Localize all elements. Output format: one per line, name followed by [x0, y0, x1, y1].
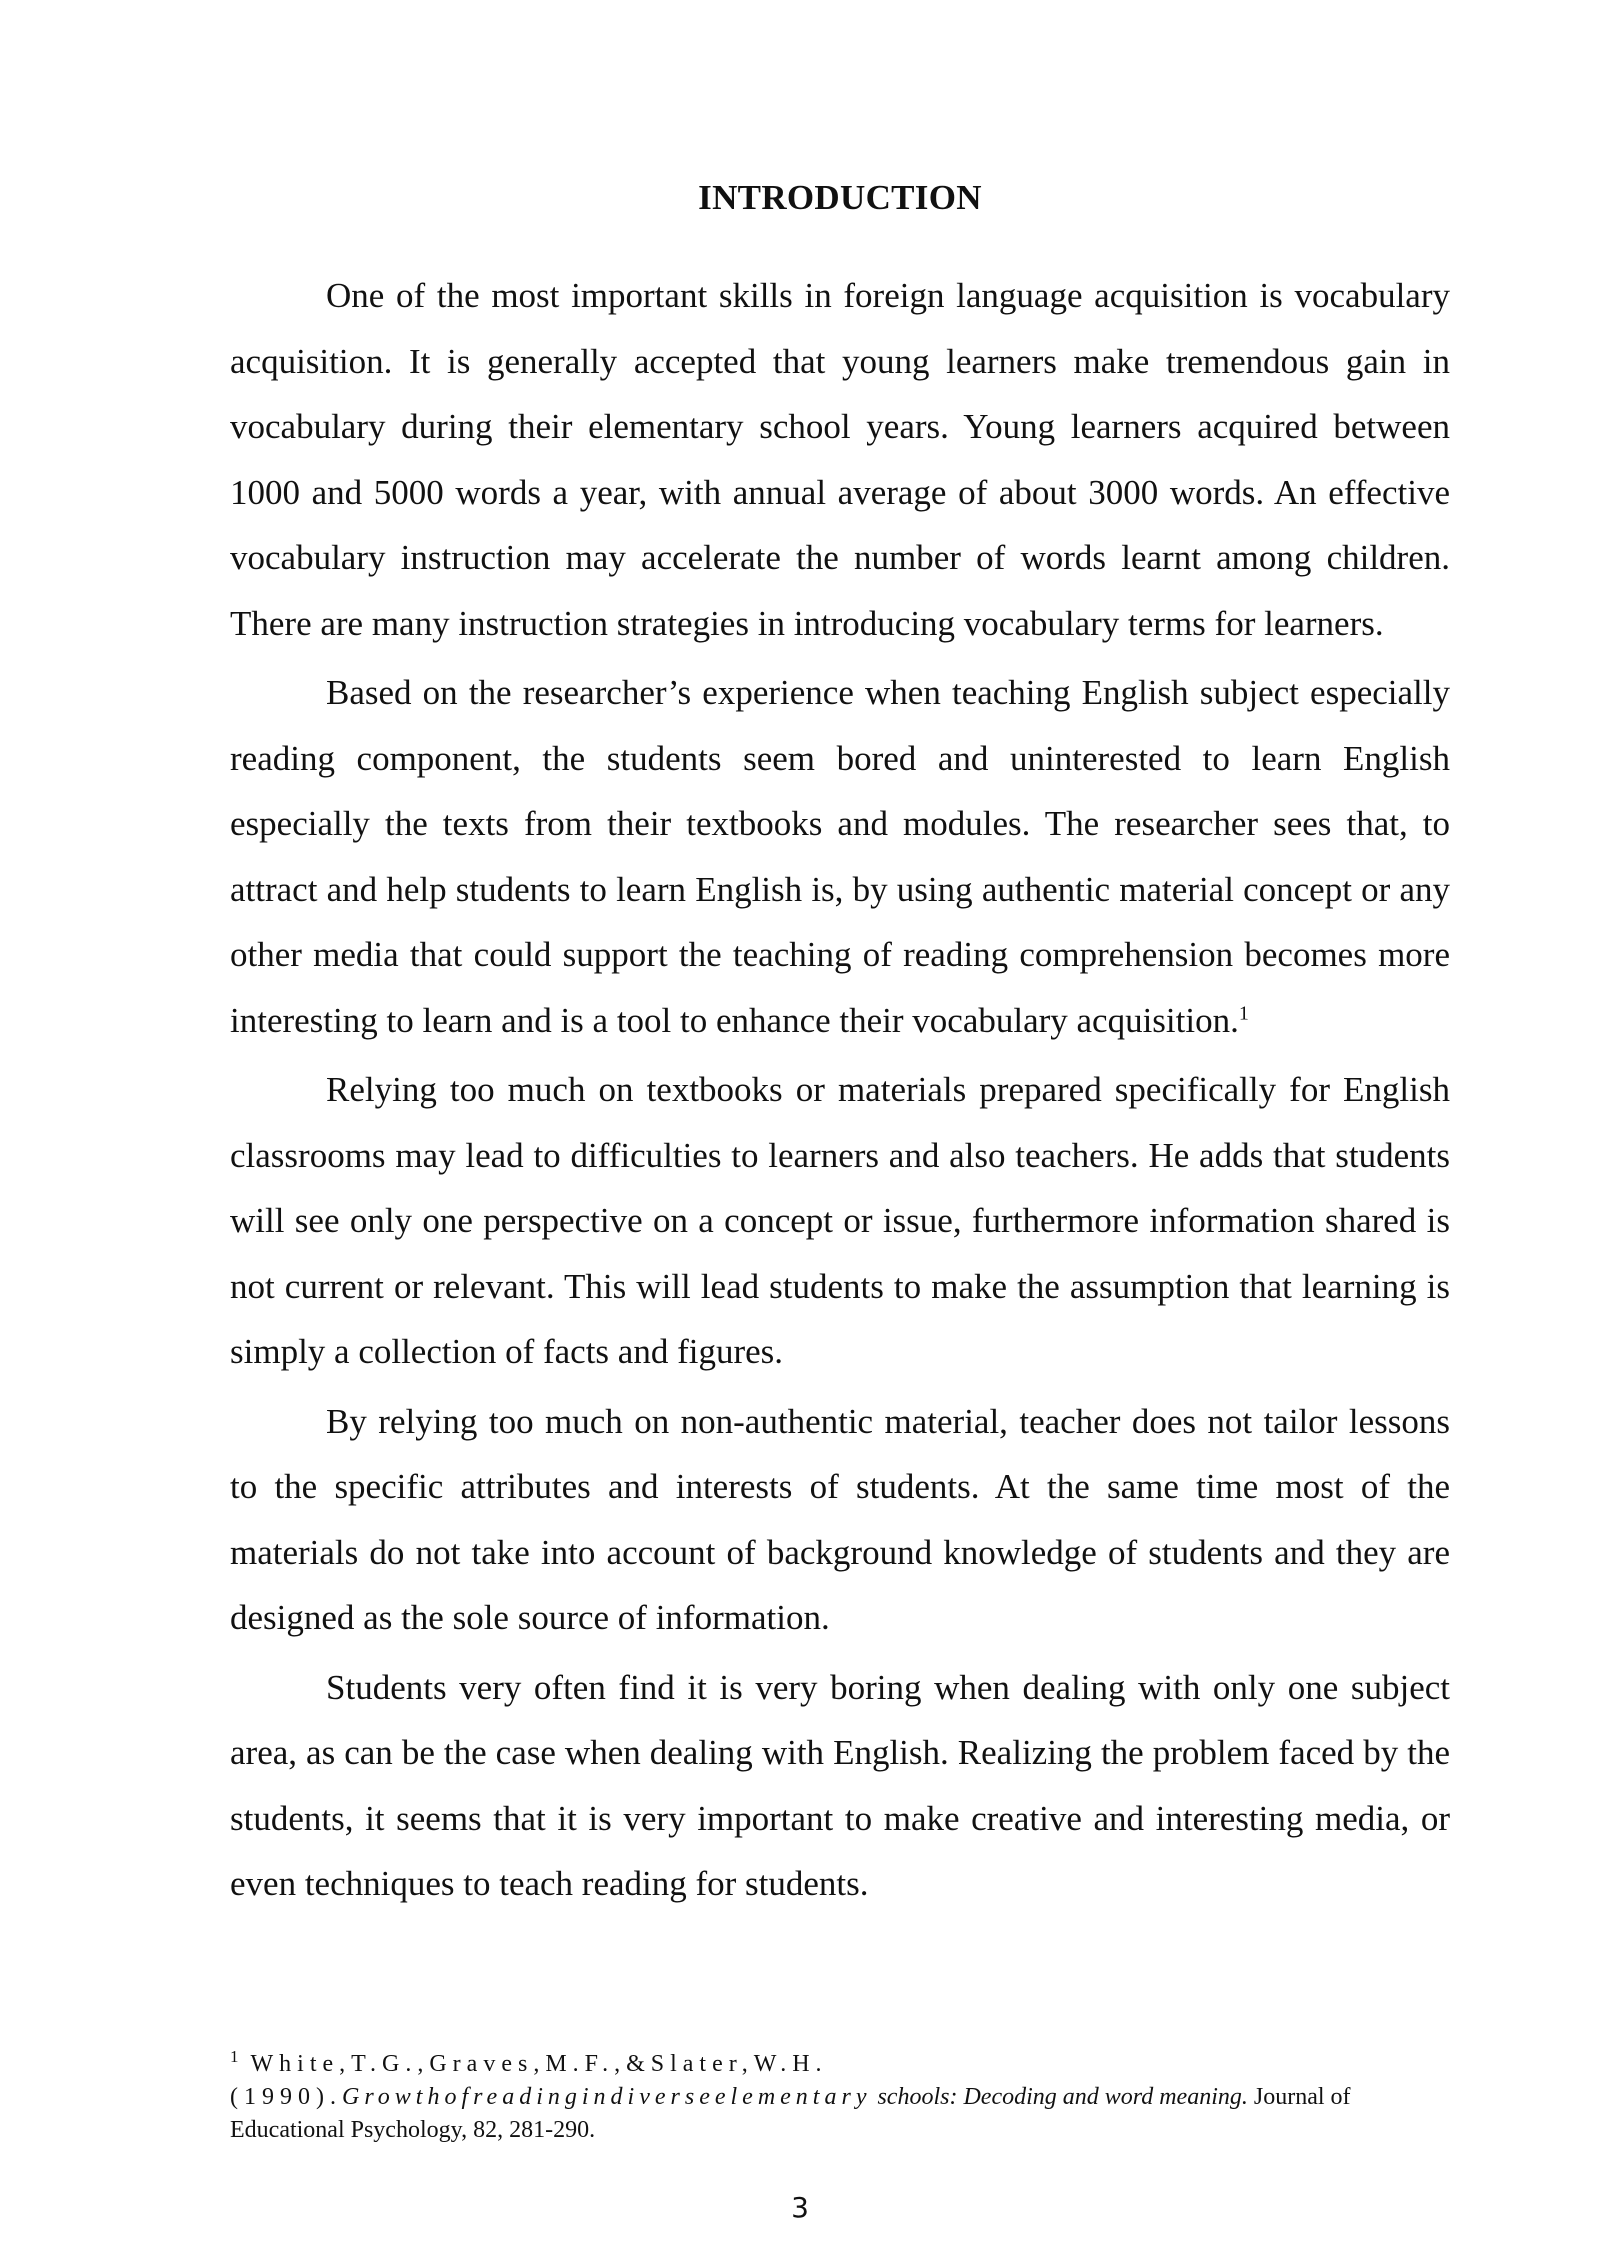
footnote — [230, 2048, 1450, 2147]
footnote-title: schools: Decoding and word meaning. — [871, 2084, 1248, 2110]
paragraph-3-text: Relying too much on textbooks or materials prepared specifically for English classrooms may lead to difficulties to learners and also teachers. He adds that students will see only one perspective on a concept or issue, furthermore information shared is not current or relevant. This will lead students to make the assumption that learning is simply a collection of facts and figures. — [230, 1070, 1450, 1371]
footnote-reference: 1 — [1238, 1001, 1249, 1024]
paragraph-1 — [230, 263, 1450, 656]
footnote-title-spaced: Growthofreadingindiverseelementary — [341, 2084, 872, 2110]
footnote-marker: 1 — [230, 2047, 239, 2066]
paragraph-1-text: One of the most important skills in foreign language acquisition is vocabulary acquisition. It is generally accepted that young learners make tremendous gain in vocabulary during their elementary school years. Young learners acquired between 1000 and 5000 words a year, with annual average of about 3000 words. An effective vocabulary instruction may accelerate the number of words learnt among children. There are many instruction strategies in introducing vocabulary terms for learners. — [230, 276, 1450, 643]
page-title: INTRODUCTION — [698, 178, 982, 218]
paragraph-4-text: By relying too much on non-authentic material, teacher does not tailor lessons to the specific attributes and interests of students. At the same time most of the materials do not take into account of background knowledge of students and they are designed as the sole source of information. — [230, 1401, 1450, 1637]
paragraph-5-text: Students very often find it is very boring when dealing with only one subject area, as can be the case when dealing with English. Realizing the problem faced by the students, it seems that it is very important to make creative and interesting media, or even techniques to teach reading for students. — [230, 1667, 1450, 1903]
paragraph-3 — [230, 1057, 1450, 1385]
paragraph-4 — [230, 1389, 1450, 1651]
footnote-authors: White,T.G.,Graves,M.F.,&Slater,W.H.(1990). — [230, 2051, 828, 2110]
footnote-source: Journal of Educational Psychology, 82, 281-290. — [230, 2084, 1351, 2143]
paragraph-2 — [230, 660, 1450, 1053]
page-number: 3 — [791, 2191, 809, 2224]
body-text — [230, 263, 1450, 1917]
paragraph-5 — [230, 1655, 1450, 1917]
paragraph-2-text: Based on the researcher’s experience when teaching English subject especially reading component, the students seem bored and uninterested to learn English especially the texts from their textbooks and modules. The researcher sees that, to attract and help students to learn English is, by using authentic material concept or any other media that could support the teaching of reading comprehension becomes more interesting to learn and is a tool to enhance their vocabulary acquisition. — [230, 673, 1450, 1040]
